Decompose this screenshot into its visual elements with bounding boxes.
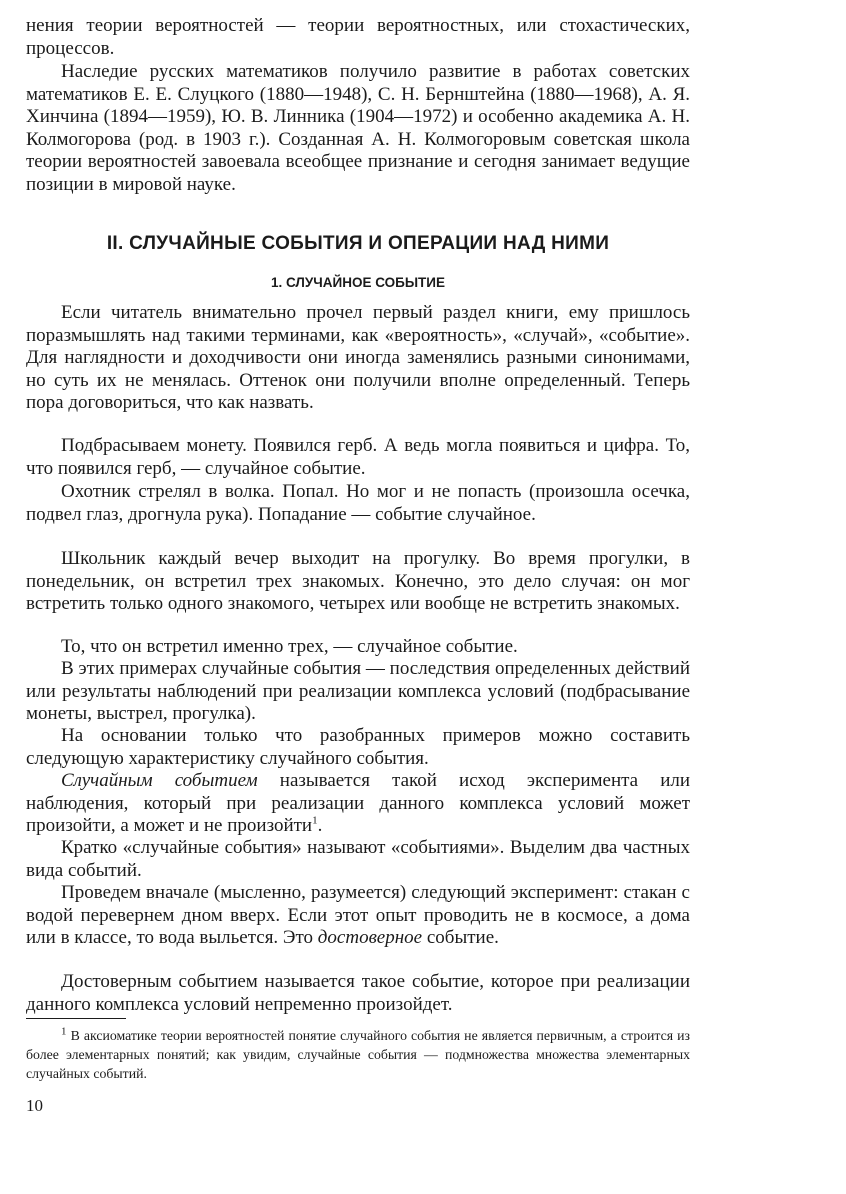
footnote-rule <box>26 1018 126 1019</box>
paragraph-10 <box>26 882 690 950</box>
definition-end: . <box>317 815 323 837</box>
footnote <box>26 1026 690 1083</box>
section-title: 1. СЛУЧАЙНОЕ СОБЫТИЕ <box>270 275 446 290</box>
paragraph-10-text: Проведем вначале (мысленно, разумеется) следующий эксперимент: стакан с водой перевернем дном вверх. Если этот опыт проводить не в космосе, а дома или в классе, то вода выльется. Это <box>26 882 690 949</box>
definition-text: называется такой исход эксперимента или наблюдения, который при реализации данного комплекса условий может произойти, а может и не произойти <box>26 770 691 837</box>
paragraph-11: Достоверным событием называется такое событие, которое при реализации данного комплекса условий непременно произойдет. <box>26 971 690 1015</box>
paragraph-definition <box>26 770 690 838</box>
paragraph-heritage: Наследие русских математиков получило развитие в работах советских математиков Е. Е. Слуцкого (1880—1948), С. Н. Бернштейна (1880—1968), А. Я. Хинчина (1894—1959), Ю. В. Линника (1904—1972) и особенно академика А. Н. Колмогорова (род. в 1903 г.). Созданная А. Н. Колмогоровым советская школа теории вероятностей завоевала всеобщее признание и сегодня занимает ведущие позиции в мировой науке. <box>26 61 690 195</box>
footnote-ref: 1 <box>312 814 318 827</box>
footnote-mark: 1 <box>61 1025 67 1038</box>
page-number: 10 <box>26 1096 43 1115</box>
paragraph-3: Охотник стрелял в волка. Попал. Но мог и не попасть (произошла осечка, подвел глаз, дрогнула рука). Попадание — событие случайное. <box>26 481 690 525</box>
paragraph-2: Подбрасываем монету. Появился герб. А ведь могла появиться и цифра. То, что появился герб, — случайное событие. <box>26 435 690 479</box>
paragraph-4: Школьник каждый вечер выходит на прогулку. Во время прогулки, в понедельник, он встретил трех знакомых. Конечно, это дело случая: он мог встретить только одного знакомого, четырех или вообще не встретить знакомых. <box>26 548 690 615</box>
footnote-text: В аксиоматике теории вероятностей понятие случайного события не является первичным, а строится из более элементарных понятий; как увидим, случайные события — подмножества множества элементарных случайных событий. <box>26 1028 690 1081</box>
paragraph-10-end: событие. <box>422 927 499 949</box>
paragraph-5: То, что он встретил именно трех, — случайное событие. <box>61 636 518 657</box>
paragraph-continuation: нения теории вероятностей — теории вероятностных, или стохастических, процессов. <box>26 15 690 59</box>
paragraph-9: Кратко «случайные события» называют «событиями». Выделим два частных вида событий. <box>26 837 690 881</box>
chapter-title: II. СЛУЧАЙНЫЕ СОБЫТИЯ И ОПЕРАЦИИ НАД НИМИ <box>106 233 610 254</box>
paragraph-6: В этих примерах случайные события — последствия определенных действий или результаты наблюдений при реализации комплекса условий (подбрасывание монеты, выстрел, прогулка). <box>26 658 690 725</box>
paragraph-7: На основании только что разобранных примеров можно составить следующую характеристику случайного события. <box>26 725 690 769</box>
reliable-term: достоверное <box>317 927 423 949</box>
paragraph-1: Если читатель внимательно прочел первый раздел книги, ему пришлось поразмышлять над такими терминами, как «вероятность», «случай», «событие». Для наглядности и доходчивости они иногда заменялись разными синонимами, но суть их не менялась. Оттенок они получили вполне определенный. Теперь пора договориться, что как назвать. <box>26 302 690 414</box>
definition-term: Случайным событием <box>61 770 258 791</box>
